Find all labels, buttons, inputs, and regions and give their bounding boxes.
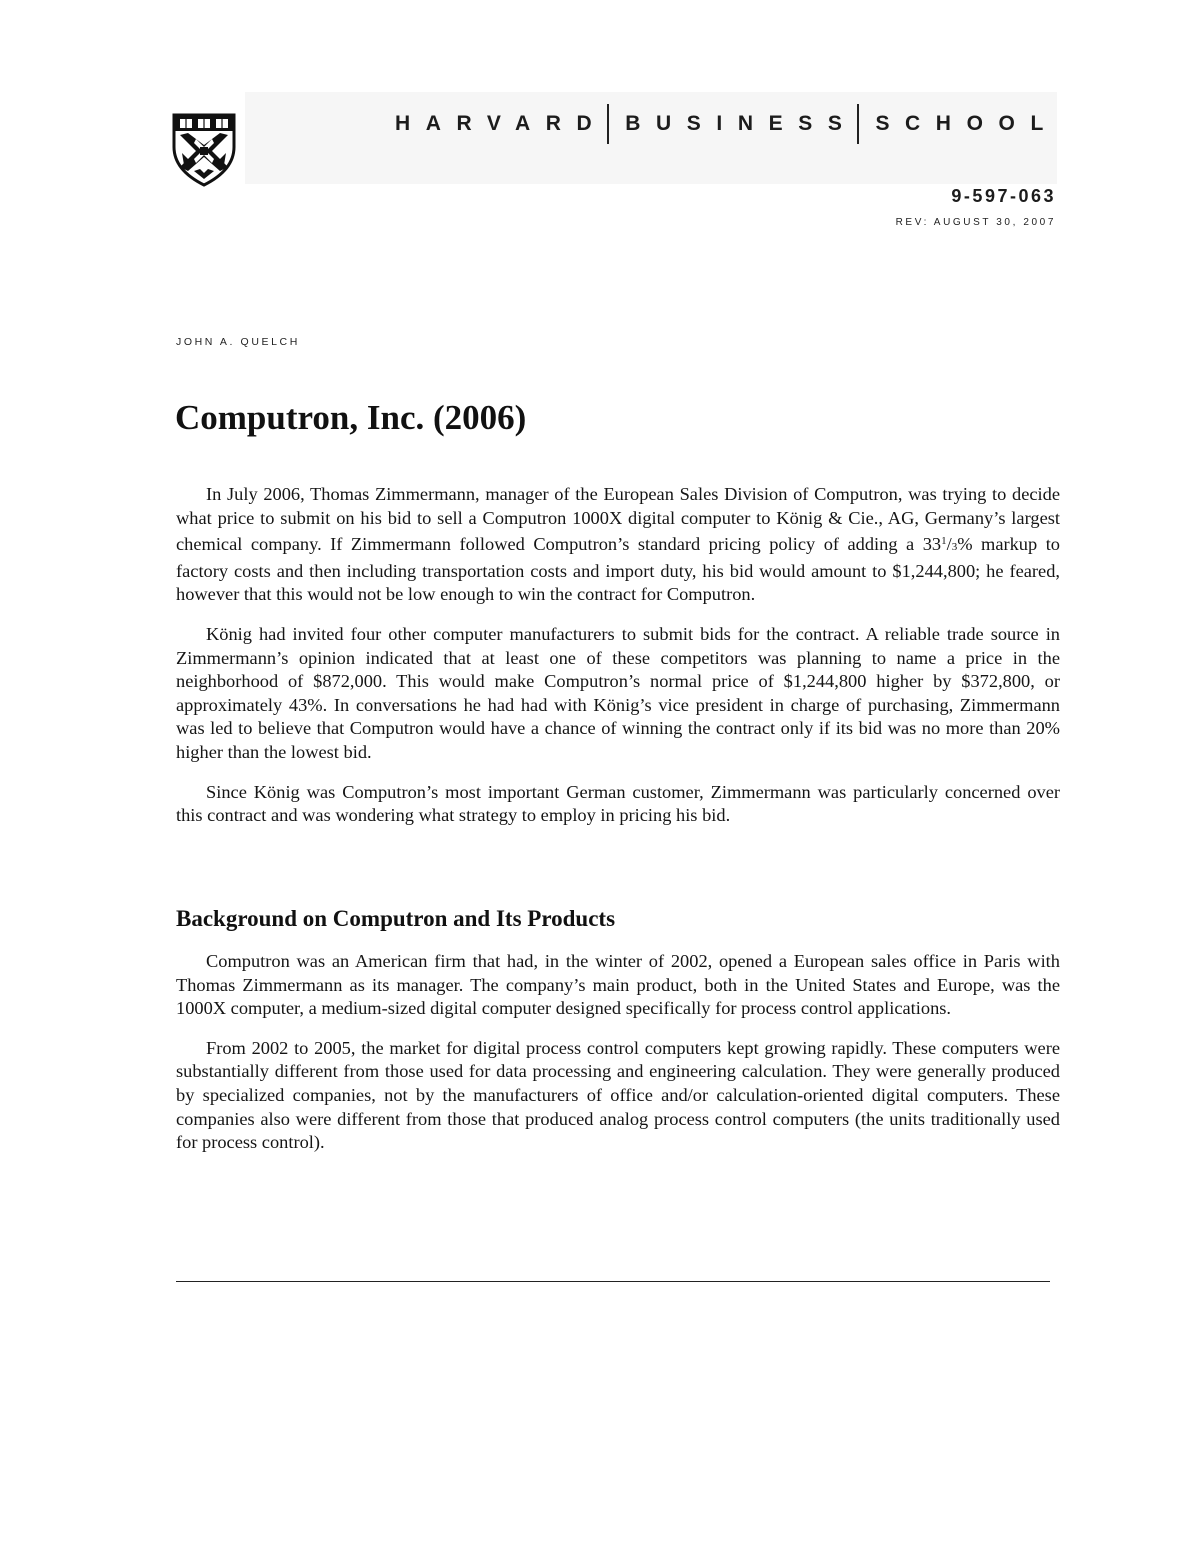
intro-p1-end: % markup to factory costs and then including transportation costs and import duty, his bid would amount to $1,244,800; he feared, however that this would not be low enough to win the contract for Computron.: [176, 534, 1060, 605]
school-divider: [857, 104, 859, 144]
school-word-school: SCHOOL: [875, 112, 1059, 135]
intro-paragraph-1: [176, 483, 1060, 607]
intro-section: [176, 483, 1060, 828]
markup-fraction-slash: /: [946, 534, 952, 555]
case-title: Computron, Inc. (2006): [175, 398, 527, 437]
markup-fraction-denominator: 3: [951, 541, 958, 554]
intro-paragraph-2: König had invited four other computer manufacturers to submit bids for the contract. A reliable trade source in Zimmermann’s opinion indicated that at least one of these competitors was planning to name a price in the neighborhood of $872,000. This would make Computron’s normal price of $1,244,800 higher by $372,800, or approximately 43%. In conversations he had had with König’s vice president in charge of purchasing, Zimmermann was led to believe that Computron would have a chance of winning the contract only if its bid was no more than 20% higher than the lowest bid.: [176, 623, 1060, 762]
school-word-harvard: HARVARD: [395, 112, 608, 135]
section-heading-background: Background on Computron and Its Products: [176, 906, 616, 931]
intro-paragraph-3: Since König was Computron’s most important German customer, Zimmermann was particularly concerned over this contract and was wondering what strategy to employ in pricing his bid.: [176, 781, 1060, 826]
case-number: 9-597-063: [951, 186, 1056, 206]
background-paragraph-2: From 2002 to 2005, the market for digital process control computers kept growing rapidly. These computers were substantially different from those used for data processing and engineering calculation. They were generally produced by specialized companies, not by the manufacturers of office and/or calculation-oriented digital computers. These companies also were different from those that produced analog process control computers (the units traditionally used for process control).: [176, 1037, 1060, 1153]
harvard-shield-logo: [172, 113, 236, 187]
school-divider: [607, 104, 609, 144]
school-word-business: BUSINESS: [625, 112, 858, 135]
revision-date: REV: AUGUST 30, 2007: [895, 217, 1056, 228]
intro-p1-start: In July 2006, Thomas Zimmermann, manager of the European Sales Division of Computron, was trying to decide what price to submit on his bid to sell a Computron 1000X digital computer to König & Cie., AG, Germany’s largest chemical company. If Zimmermann followed Computron’s standard pricing policy of adding a 33: [176, 484, 1060, 555]
markup-fraction-numerator: 1: [941, 535, 947, 548]
footnote-separator: [176, 1281, 1050, 1282]
background-paragraph-1: Computron was an American firm that had, in the winter of 2002, opened a European sales office in Paris with Thomas Zimmermann as its manager. The company’s main product, both in the United States and Europe, was the 1000X computer, a medium-sized digital computer designed specifically for process control applications.: [176, 951, 1060, 1019]
school-name: [395, 104, 1065, 144]
background-section: [176, 950, 1060, 1155]
author-name: JOHN A. QUELCH: [176, 336, 300, 348]
